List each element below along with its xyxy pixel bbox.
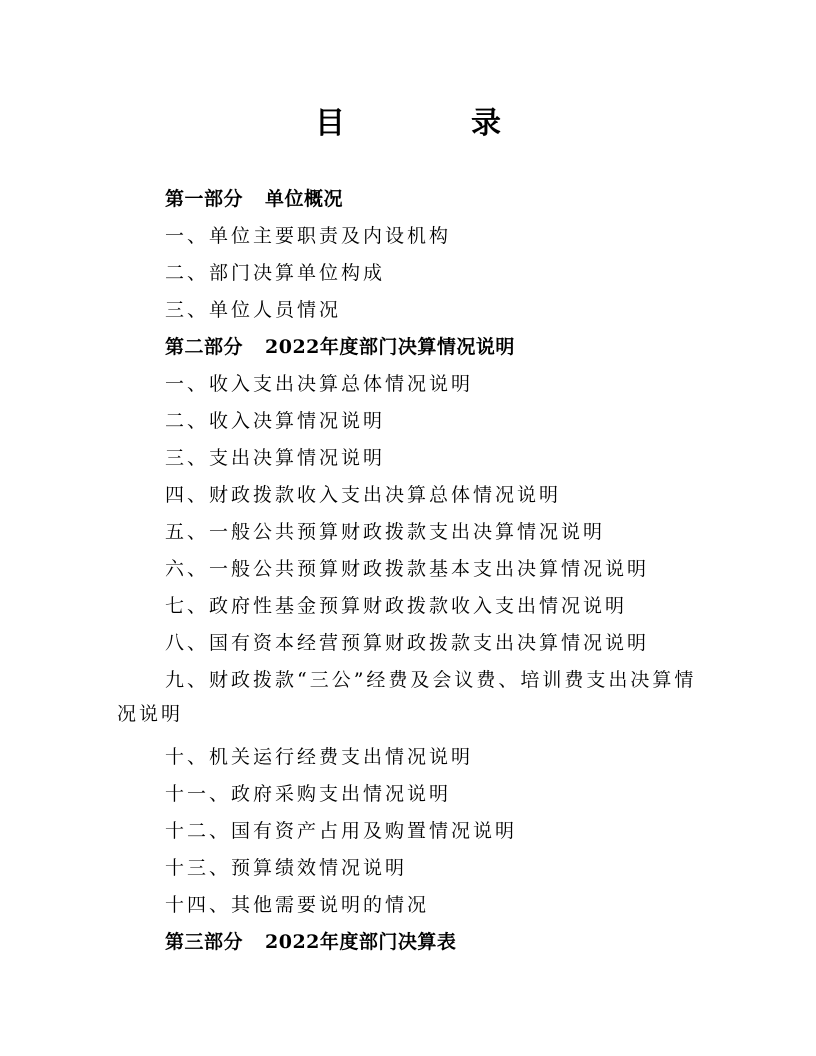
toc-item[interactable]: 七、政府性基金预算财政拨款收入支出情况说明 bbox=[165, 595, 628, 617]
toc-item[interactable]: 十二、国有资产占用及购置情况说明 bbox=[165, 820, 518, 842]
part-name: 2022年度部门决算情况说明 bbox=[265, 336, 515, 358]
part-label: 第三部分 bbox=[165, 931, 244, 953]
toc-item-line: 九、财政拨款“三公”经费及会议费、培训费支出决算情 bbox=[165, 669, 697, 691]
part-label: 第二部分 bbox=[165, 336, 244, 358]
toc-item[interactable]: 十四、其他需要说明的情况 bbox=[165, 894, 430, 916]
toc-item[interactable]: 十三、预算绩效情况说明 bbox=[165, 857, 408, 879]
toc-item[interactable]: 二、收入决算情况说明 bbox=[165, 410, 386, 432]
table-of-contents bbox=[117, 181, 705, 961]
toc-part-1[interactable] bbox=[165, 181, 705, 218]
part-name: 单位概况 bbox=[265, 188, 344, 210]
toc-item[interactable]: 一、单位主要职责及内设机构 bbox=[165, 225, 452, 247]
toc-item[interactable]: 六、一般公共预算财政拨款基本支出决算情况说明 bbox=[165, 558, 650, 580]
toc-item[interactable]: 三、支出决算情况说明 bbox=[165, 447, 386, 469]
toc-item-wrapped[interactable] bbox=[117, 662, 705, 730]
toc-item-line: 况说明 bbox=[117, 703, 184, 725]
part-name: 2022年度部门决算表 bbox=[265, 931, 457, 953]
toc-item[interactable]: 五、一般公共预算财政拨款支出决算情况说明 bbox=[165, 521, 606, 543]
toc-item[interactable]: 十一、政府采购支出情况说明 bbox=[165, 783, 452, 805]
toc-item[interactable]: 一、收入支出决算总体情况说明 bbox=[165, 373, 474, 395]
toc-item[interactable]: 十、机关运行经费支出情况说明 bbox=[165, 746, 474, 768]
toc-part-3[interactable] bbox=[165, 924, 705, 961]
page-title: 目 录 bbox=[315, 106, 549, 141]
toc-part-2[interactable] bbox=[165, 329, 705, 366]
toc-item[interactable]: 二、部门决算单位构成 bbox=[165, 262, 386, 284]
part-label: 第一部分 bbox=[165, 188, 244, 210]
toc-item[interactable]: 四、财政拨款收入支出决算总体情况说明 bbox=[165, 484, 562, 506]
toc-item[interactable]: 八、国有资本经营预算财政拨款支出决算情况说明 bbox=[165, 632, 650, 654]
toc-item[interactable]: 三、单位人员情况 bbox=[165, 299, 342, 321]
